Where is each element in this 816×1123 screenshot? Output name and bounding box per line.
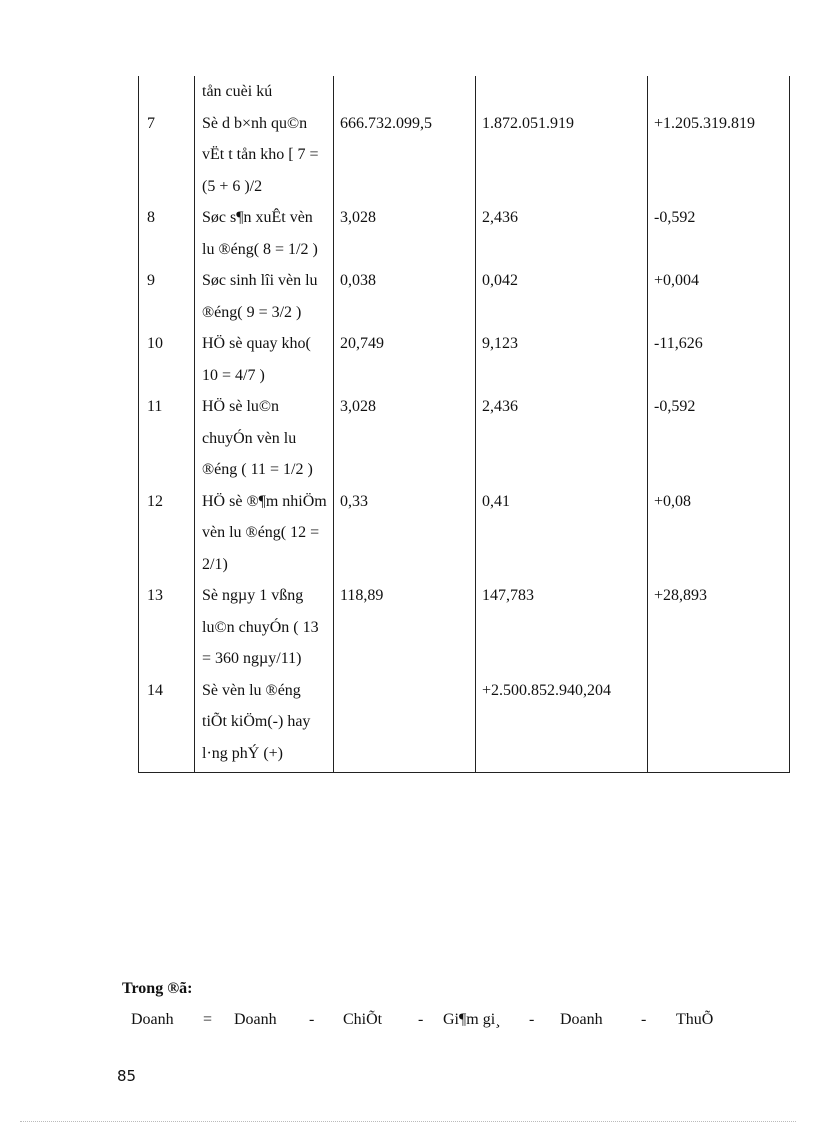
value-period-2: +2.500.852.940,204 [476, 675, 648, 773]
formula-line [131, 1011, 731, 1035]
note-heading: Trong ®ã: [122, 980, 193, 997]
table-row [139, 486, 790, 581]
value-period-2: 0,41 [476, 486, 648, 581]
table-row [139, 108, 790, 203]
page-number: 85 [117, 1067, 137, 1085]
value-difference: -0,592 [648, 391, 790, 486]
table-row [139, 675, 790, 773]
formula-operator: - [641, 1011, 647, 1028]
row-description: Sè d b×nh qu©n vËt t tån kho [ 7 = (5 + 6 )/2 [195, 108, 334, 203]
table-row [139, 580, 790, 675]
formula-term: Gi¶m gi¸ [443, 1011, 501, 1028]
value-period-1 [334, 675, 476, 773]
value-difference [648, 675, 790, 773]
formula-term: Doanh [560, 1011, 603, 1028]
value-period-2 [476, 76, 648, 108]
row-number: 13 [139, 580, 195, 675]
financial-table-container [138, 76, 789, 978]
value-period-1 [334, 76, 476, 108]
table-row [139, 76, 790, 108]
formula-term: ThuÕ [676, 1011, 714, 1028]
formula-operator: - [529, 1011, 535, 1028]
table-row [139, 328, 790, 391]
row-number: 8 [139, 202, 195, 265]
row-description: tån cuèi kú [195, 76, 334, 108]
row-number: 14 [139, 675, 195, 773]
value-period-1: 0,33 [334, 486, 476, 581]
value-period-1: 20,749 [334, 328, 476, 391]
row-description: Sè vèn lu ®éng tiÕt kiÖm(-) hay l·ng phÝ (+) [195, 675, 334, 773]
value-period-2: 2,436 [476, 391, 648, 486]
row-description: HÖ sè ®¶m nhiÖm vèn lu ®éng( 12 = 2/1) [195, 486, 334, 581]
value-difference: -11,626 [648, 328, 790, 391]
value-period-1: 118,89 [334, 580, 476, 675]
value-period-2: 147,783 [476, 580, 648, 675]
table-row [139, 391, 790, 486]
row-description: Søc sinh lîi vèn lu ®éng( 9 = 3/2 ) [195, 265, 334, 328]
row-description: Søc s¶n xuÊt vèn lu ®éng( 8 = 1/2 ) [195, 202, 334, 265]
value-difference [648, 76, 790, 108]
table-row [139, 202, 790, 265]
value-period-1: 666.732.099,5 [334, 108, 476, 203]
row-description: HÖ sè lu©n chuyÓn vèn lu ®éng ( 11 = 1/2 ) [195, 391, 334, 486]
formula-operator: = [203, 1011, 213, 1028]
value-period-2: 9,123 [476, 328, 648, 391]
value-period-2: 0,042 [476, 265, 648, 328]
formula-term: Doanh [131, 1011, 174, 1028]
row-number: 11 [139, 391, 195, 486]
value-period-2: 1.872.051.919 [476, 108, 648, 203]
row-description: Sè ngµy 1 vßng lu©n chuyÓn ( 13 = 360 ngµy/11) [195, 580, 334, 675]
row-number: 12 [139, 486, 195, 581]
formula-operator: - [309, 1011, 315, 1028]
row-number: 7 [139, 108, 195, 203]
row-description: HÖ sè quay kho( 10 = 4/7 ) [195, 328, 334, 391]
value-period-1: 3,028 [334, 391, 476, 486]
value-difference: +0,004 [648, 265, 790, 328]
financial-table [138, 76, 790, 773]
value-difference: +28,893 [648, 580, 790, 675]
formula-term: ChiÕt [343, 1011, 383, 1028]
table-row [139, 265, 790, 328]
value-period-1: 3,028 [334, 202, 476, 265]
row-number: 10 [139, 328, 195, 391]
value-difference: +1.205.319.819 [648, 108, 790, 203]
value-period-2: 2,436 [476, 202, 648, 265]
value-period-1: 0,038 [334, 265, 476, 328]
value-difference: +0,08 [648, 486, 790, 581]
footer-divider [20, 1121, 796, 1122]
formula-term: Doanh [234, 1011, 277, 1028]
formula-operator: - [418, 1011, 424, 1028]
row-number [139, 76, 195, 108]
row-number: 9 [139, 265, 195, 328]
value-difference: -0,592 [648, 202, 790, 265]
